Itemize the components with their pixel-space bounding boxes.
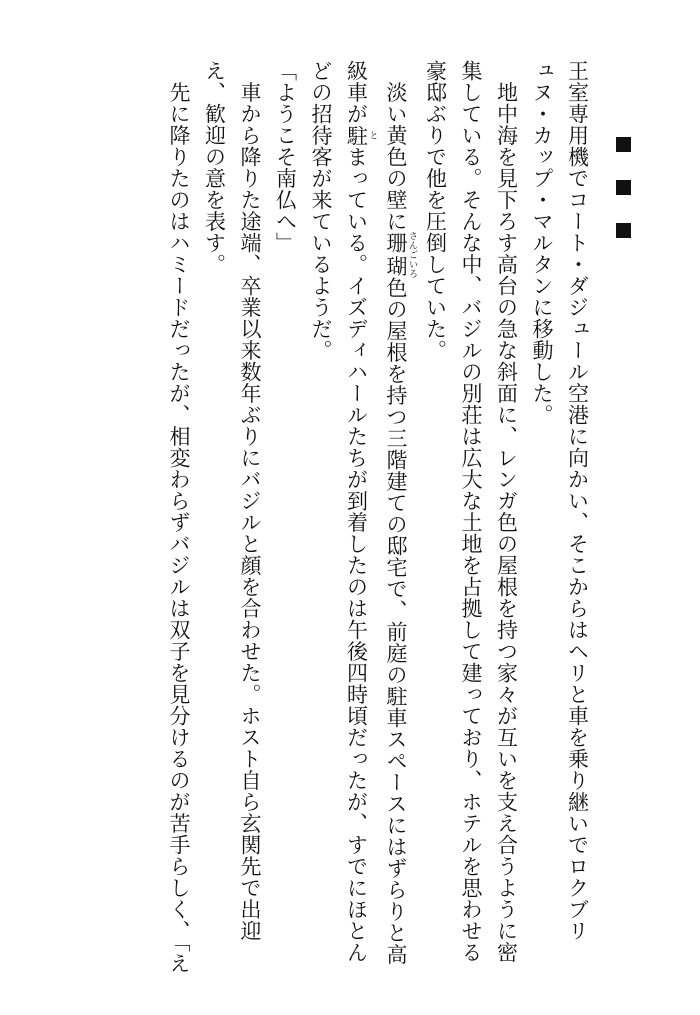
text-line-7: 級車が駐 とまっている。イズディハールたちが到着したのは午後四時頃だったが、すでにほとん <box>344 60 378 963</box>
section-mark-1 <box>616 137 631 152</box>
text-line-2: ュヌ・カップ・マルタンに移動した。 <box>530 60 554 426</box>
section-mark-2 <box>616 180 631 195</box>
text-line-4: 集している。そんな中、バジルの別荘は広大な土地を占拠して建っており、ホテルを思わせる <box>459 60 483 963</box>
text-line-3: 地中海を見下ろす高台の急な斜面に、レンガ色の屋根を持つ家々が互いを支え合うように密 <box>494 60 519 963</box>
text-line-1: 王室専用機でコート・ダジュール空港に向かい、そこからはヘリと車を乗り継いでロクブリ <box>565 60 590 942</box>
section-mark-3 <box>616 223 631 238</box>
text-line-6: 淡い黄色の壁に珊瑚 さんごいろ色の屋根を持つ三階建ての邸宅で、前庭の駐車スペースにはずらりと高 <box>384 60 417 966</box>
novel-text <box>50 60 640 974</box>
text-line-8: どの招待客が来ているようだ。 <box>309 60 333 361</box>
text-line-12: 先に降りたのはハミードだったが、相変わらずバジルは双子を見分けるのが苦手らしく、「え <box>167 60 191 974</box>
ruby-to: 駐 と <box>344 124 378 146</box>
section-break <box>605 60 641 960</box>
ruby-sango: 珊瑚 さんごいろ <box>384 230 417 279</box>
text-line-5: 豪邸ぶりで他を圧倒していた。 <box>423 60 448 361</box>
text-line-10: 車から降りた途端、卒業以来数年ぶりにバジルと顔を合わせた。ホスト自ら玄関先で出迎 <box>238 60 262 942</box>
text-line-11: え、歓迎の意を表す。 <box>202 60 227 275</box>
text-line-9: 「ようこそ南仏へ」 <box>273 60 298 254</box>
